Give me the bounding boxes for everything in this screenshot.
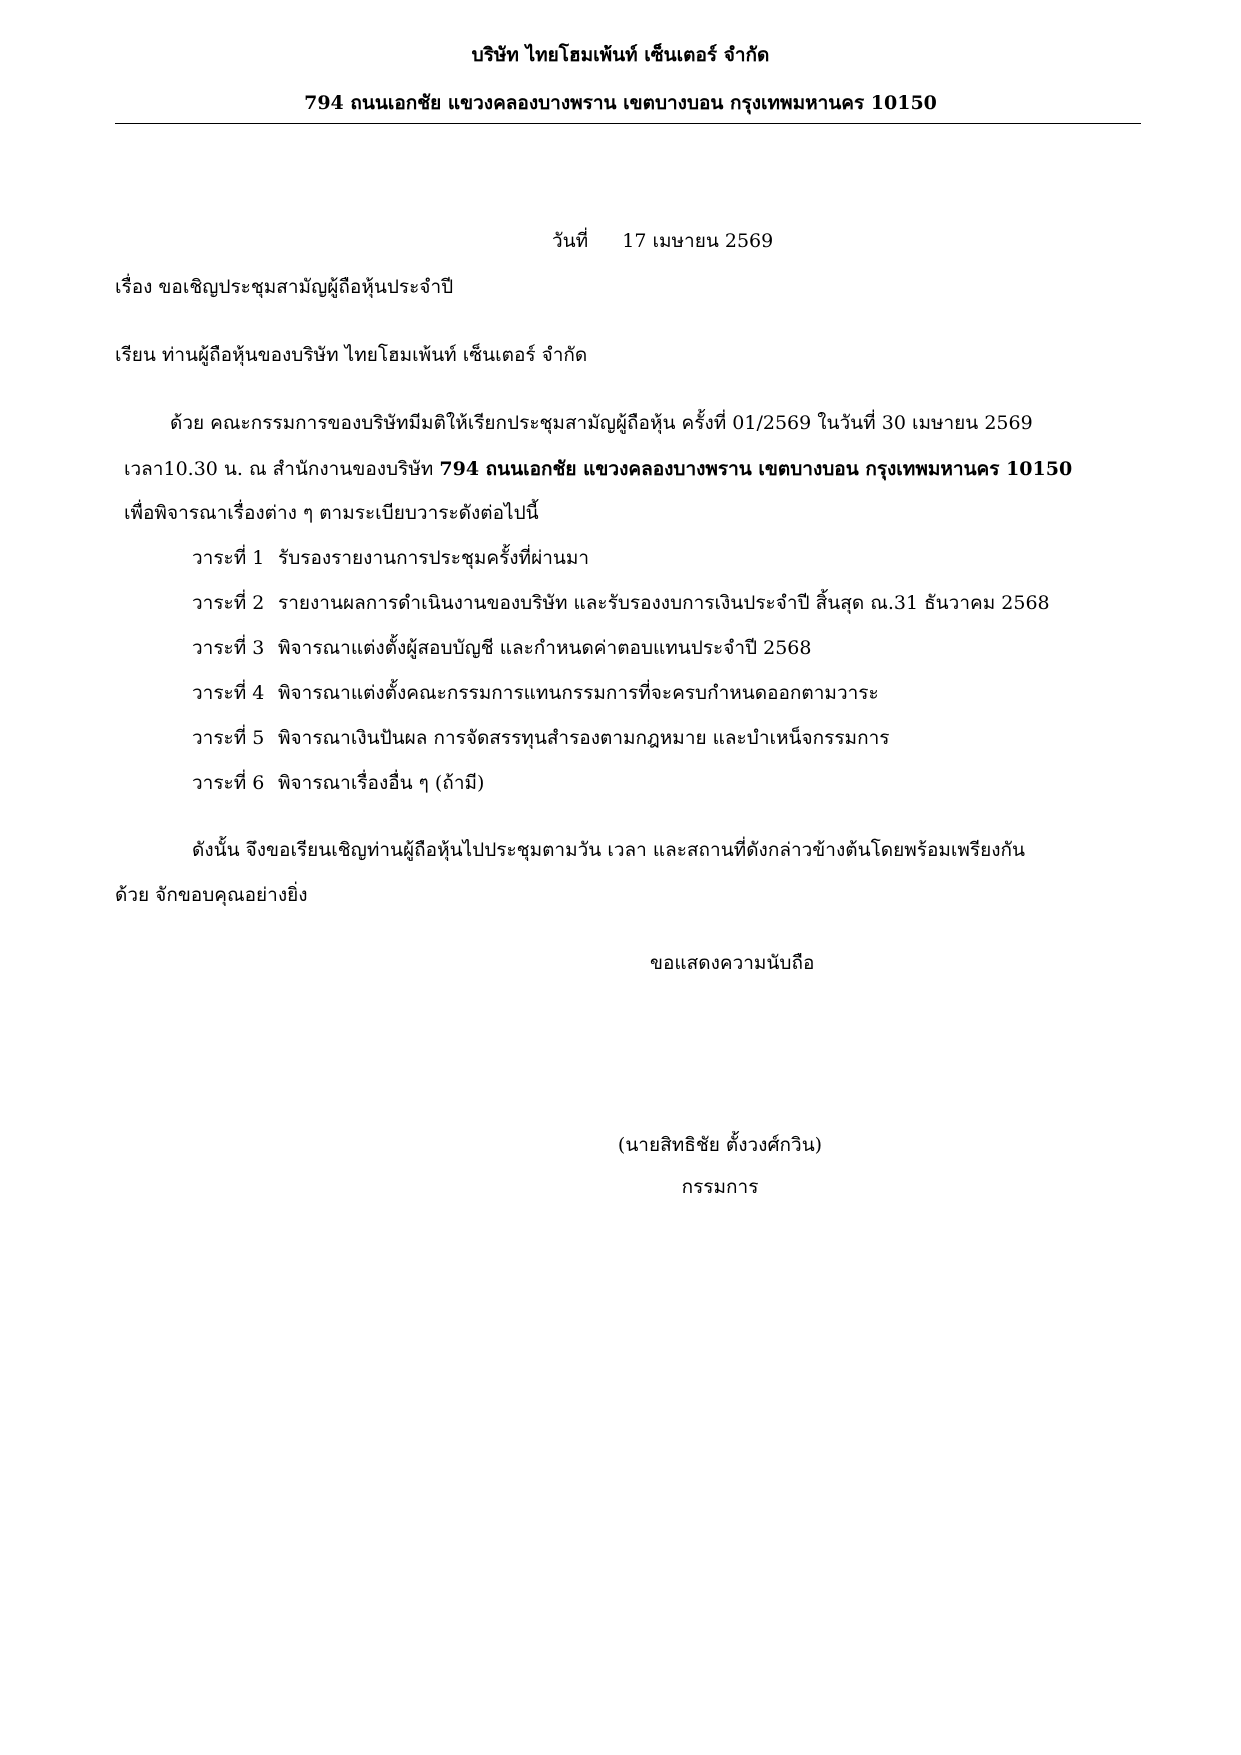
signoff: ขอแสดงความนับถือ [650,952,815,974]
closing-line-1: ดังนั้น จึงขอเรียนเชิญท่านผู้ถือหุ้นไปประชุมตามวัน เวลา และสถานที่ดังกล่าวข้างต้นโดยพร้อมเพรียงกัน [192,839,1026,861]
agenda-number: วาระที่ 5 [192,727,265,749]
agenda-number: วาระที่ 4 [192,682,265,704]
signatory-name: (นายสิทธิชัย ตั้งวงศ์กวิน) [617,1134,823,1156]
intro-line-1: ด้วย คณะกรรมการของบริษัทมีมติให้เรียกประชุมสามัญผู้ถือหุ้น ครั้งที่ 01/2569 ในวันที่ 30 เมษายน 2569 [170,412,1033,434]
agenda-item-1 [192,543,589,573]
signatory-title: กรรมการ [681,1176,759,1198]
intro-venue-address: 794 ถนนเอกชัย แขวงคลองบางพราน เขตบางบอน กรุงเทพมหานคร 10150 [439,458,1073,480]
agenda-text: พิจารณาเงินปันผล การจัดสรรทุนสำรองตามกฎหมาย และบำเหน็จกรรมการ [278,727,890,749]
closing-line-2: ด้วย จักขอบคุณอย่างยิ่ง [115,884,308,906]
agenda-text: พิจารณาแต่งตั้งคณะกรรมการแทนกรรมการที่จะครบกำหนดออกตามวาระ [278,682,879,704]
agenda-number: วาระที่ 2 [192,592,265,614]
date-label: วันที่ [552,230,589,252]
agenda-item-5 [192,723,889,753]
header-divider [115,123,1141,124]
intro-venue-prefix: เวลา10.30 น. ณ สำนักงานของบริษัท [124,458,440,480]
salutation-line: เรียน ท่านผู้ถือหุ้นของบริษัท ไทยโฮมเพ้นท์ เซ็นเตอร์ จำกัด [115,344,588,366]
agenda-text: พิจารณาเรื่องอื่น ๆ (ถ้ามี) [278,772,485,794]
company-address: 794 ถนนเอกชัย แขวงคลองบางพราน เขตบางบอน กรุงเทพมหานคร 10150 [304,92,937,114]
intro-line-2 [124,454,1072,484]
company-name: บริษัท ไทยโฮมเพ้นท์ เซ็นเตอร์ จำกัด [471,44,770,66]
date-value: 17 เมษายน 2569 [622,230,774,252]
agenda-text: รับรองรายงานการประชุมครั้งที่ผ่านมา [278,547,590,569]
subject-line: เรื่อง ขอเชิญประชุมสามัญผู้ถือหุ้นประจำปี [115,276,454,298]
agenda-item-2 [192,588,1050,618]
date-line [552,226,773,256]
agenda-text: พิจารณาแต่งตั้งผู้สอบบัญชี และกำหนดค่าตอบแทนประจำปี 2568 [278,637,812,659]
agenda-text: รายงานผลการดำเนินงานของบริษัท และรับรองงบการเงินประจำปี สิ้นสุด ณ.31 ธันวาคม 2568 [278,592,1050,614]
agenda-item-3 [192,633,811,663]
agenda-item-4 [192,678,879,708]
agenda-item-6 [192,768,484,798]
agenda-number: วาระที่ 6 [192,772,265,794]
agenda-number: วาระที่ 3 [192,637,265,659]
intro-line-3: เพื่อพิจารณาเรื่องต่าง ๆ ตามระเบียบวาระดังต่อไปนี้ [124,502,539,524]
agenda-number: วาระที่ 1 [192,547,265,569]
